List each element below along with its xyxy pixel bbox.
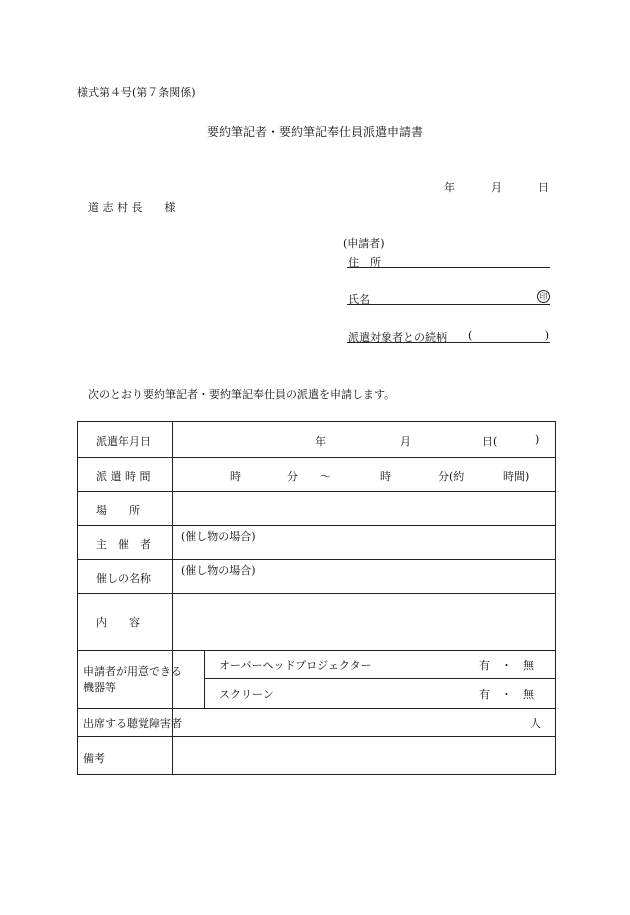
remarks-field[interactable] (173, 737, 556, 775)
content-label: 内 容 (96, 616, 140, 629)
relation-open-paren: ( (468, 329, 473, 342)
dispatch-day: 日( (482, 435, 498, 448)
organizer-field[interactable] (173, 526, 556, 559)
event-name-note: (催し物の場合) (181, 564, 256, 577)
place-label: 場 所 (96, 504, 140, 517)
time-tilde: ～ (320, 470, 331, 483)
content-field[interactable] (173, 594, 556, 650)
organizer-label: 主 催 者 (96, 538, 151, 551)
name-field[interactable] (347, 290, 550, 305)
organizer-note: (催し物の場合) (181, 530, 256, 543)
attendees-field[interactable] (173, 709, 556, 736)
event-name-label: 催しの名称 (96, 572, 151, 585)
form-number: 様式第４号(第７条関係) (77, 86, 196, 99)
time-start-minute: 分 (287, 470, 298, 483)
application-table (77, 421, 556, 775)
dispatch-date-field[interactable] (173, 422, 556, 457)
addressee: 道 志 村 長 様 (88, 201, 176, 214)
remarks-label: 備考 (83, 752, 105, 765)
dispatch-time-label: 派 遣 時 間 (96, 470, 151, 483)
time-start-hour: 時 (230, 470, 241, 483)
applicant-heading: (申請者) (343, 237, 385, 250)
dispatch-time-field[interactable] (173, 458, 556, 491)
date-day[interactable]: 日 (538, 181, 549, 194)
date-year[interactable]: 年 (444, 181, 455, 194)
seal-icon: 印 (537, 290, 550, 303)
place-field[interactable] (173, 492, 556, 525)
equipment-label-line1: 申請者が用意できる (83, 665, 182, 678)
dispatch-year: 年 (315, 435, 326, 448)
attendees-label: 出席する聴覚障害者 (83, 717, 182, 730)
event-name-field[interactable] (173, 560, 556, 593)
dispatch-month: 月 (400, 435, 411, 448)
equipment-divider (204, 650, 205, 708)
equipment-label-line2: 機器等 (83, 681, 116, 694)
name-label: 氏名 (348, 293, 370, 306)
equipment-screen-yes-no[interactable]: 有 ・ 無 (479, 688, 534, 701)
relation-field[interactable] (347, 328, 550, 343)
dispatch-date-label: 派遣年月日 (96, 435, 151, 448)
dispatch-date-close: ) (535, 433, 540, 446)
relation-label: 派遣対象者との続柄 (348, 331, 447, 344)
equipment-screen-label: スクリーン (219, 688, 274, 701)
time-end-minute: 分(約 (438, 470, 465, 483)
page-title: 要約筆記者・要約筆記奉仕員派遣申請書 (207, 125, 424, 139)
time-end-hour: 時 (380, 470, 391, 483)
address-label: 住 所 (348, 256, 381, 269)
intro-text: 次のとおり要約筆記者・要約筆記奉仕員の派遣を申請します。 (88, 388, 396, 401)
time-total: 時間) (503, 470, 530, 483)
equipment-ohp-label: オーバーヘッドプロジェクター (219, 659, 372, 672)
relation-close-paren: ) (544, 329, 549, 342)
address-field[interactable] (347, 254, 550, 268)
equipment-ohp-yes-no[interactable]: 有 ・ 無 (479, 659, 534, 672)
attendees-unit: 人 (530, 717, 541, 730)
date-month[interactable]: 月 (491, 181, 502, 194)
